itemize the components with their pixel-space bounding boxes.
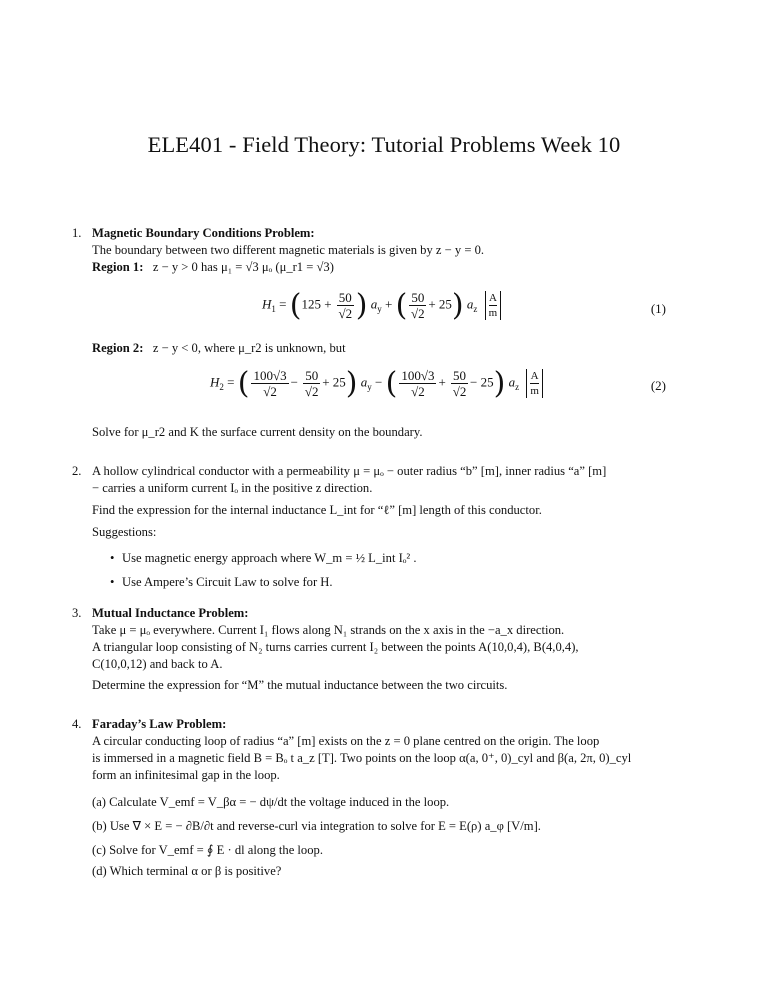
problem-number: 4. [72,717,82,731]
subpart-c: (c) Solve for V_emf = ∮ E · dl along the loop. [92,843,323,857]
subpart-b: (b) Use ∇ × E = − ∂B/∂t and reverse-curl via integration to solve for E = E(ρ) a_φ [V/m]. [92,819,541,833]
region-2-label: Region 2: [92,341,144,355]
list-item: • Use magnetic energy approach where W_m = ½ L_int Iₒ² . [110,551,417,565]
page-title: ELE401 - Field Theory: Tutorial Problems Week 10 [147,132,621,157]
problem-heading: Mutual Inductance Problem: [92,606,249,620]
region-1-text: z − y > 0 has μ₁ = √3 μₒ (μ_r1 = √3) [152,260,334,274]
problem-number: 2. [72,464,82,478]
region-2 [92,340,667,357]
problem-text: Find the expression for the internal inductance L_int for “ℓ” [m] length of this conductor. [92,503,542,517]
problem-text: is immersed in a magnetic field B = Bₒ t a_z [T]. Two points on the loop α(a, 0⁺, 0)_cyl and β(a, 2π, 0)_cyl [92,751,632,765]
problem-text: Determine the expression for “M” the mutual inductance between the two circuits. [92,678,508,692]
problem-text: Take μ = μₒ everywhere. Current I₁ flows along N₁ strands on the x axis in the −a_x direction. [92,623,565,637]
problem-text: The boundary between two different magnetic materials is given by z − y = 0. [92,243,485,257]
equation-number: (2) [650,378,666,393]
problem-text: C(10,0,12) and back to A. [92,657,223,671]
problem-2 [72,463,667,594]
problem-text: form an infinitesimal gap in the loop. [92,768,280,782]
bullet-text: Use magnetic energy approach where W_m = ½ L_int Iₒ² . [122,551,417,565]
bullet-text: Use Ampere’s Circuit Law to solve for H. [122,575,333,589]
problem-text: A circular conducting loop of radius “a” [m] exists on the z = 0 plane centred on the origin. The loop [92,734,600,748]
region-2-text: z − y < 0, where μ_r2 is unknown, but [152,341,346,355]
problem-4 [72,716,667,880]
subpart-a: (a) Calculate V_emf = V_βα = − dψ/dt the voltage induced in the loop. [92,795,450,809]
problem-3 [72,605,667,694]
problem-number: 1. [72,226,82,240]
subpart-d: (d) Which terminal α or β is positive? [92,864,282,878]
problem-number: 3. [72,606,82,620]
problem-text: A hollow cylindrical conductor with a permeability μ = μₒ − outer radius “b” [m], inner radius “a” [m] [92,464,607,478]
problem-text: − carries a uniform current Iₒ in the positive z direction. [92,481,373,495]
region-1-label: Region 1: [92,260,144,274]
problem-text: Solve for μ_r2 and K the surface current density on the boundary. [92,425,423,439]
list-item: • Use Ampere’s Circuit Law to solve for H. [110,575,333,589]
problem-text: A triangular loop consisting of N₂ turns carries current I₂ between the points A(10,0,4), B(4,0,4), [92,640,579,654]
equation-1: $H_1 = (125$ + $\frac{50}{√2}$ ) $a_y$ + ( $\frac{50}{√2}$ + 25) $a_z$ $\frac{A}{m}$ [262,288,501,323]
equation-number: (1) [650,301,666,316]
equation-2: $H_2$ = ( $\frac{100√3}{√2}$ − $\frac{50}{√2}$ + 25) $a_y$ − ( $\frac{100√3}{√2}$ + $\frac{50}{√2}$ − 25) $a_z$ $\frac{A}{m}$ [210,366,543,401]
problem-heading: Faraday’s Law Problem: [92,717,227,731]
problem-1 [72,225,667,276]
problem-heading: Magnetic Boundary Conditions Problem: [92,226,315,240]
problem-1-solve [92,424,667,441]
problem-text: Suggestions: [92,525,157,539]
